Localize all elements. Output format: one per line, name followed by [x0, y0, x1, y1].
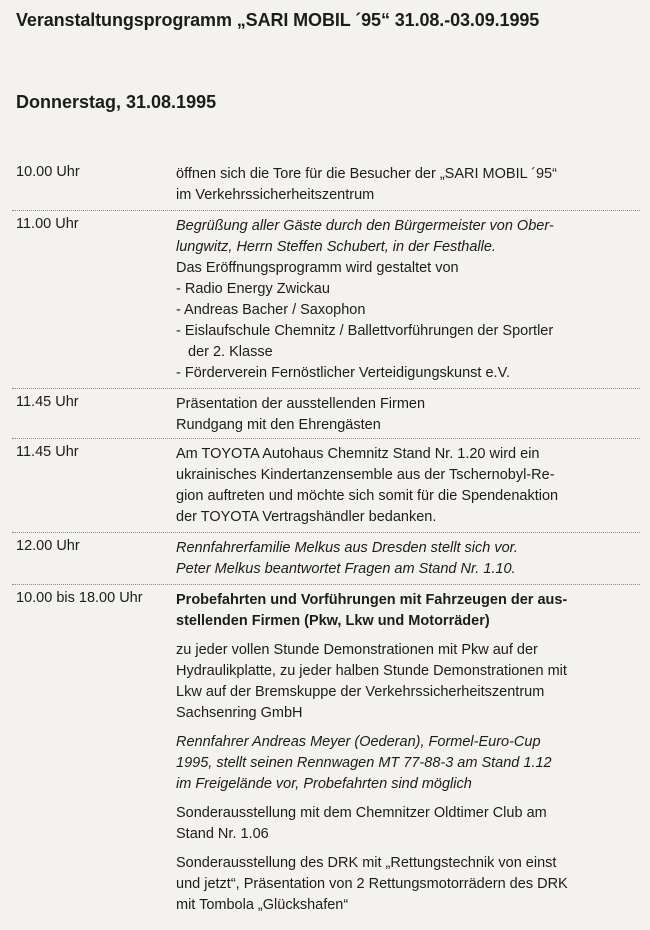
text-line: Sonderausstellung mit dem Chemnitzer Oldtimer Club am: [176, 805, 547, 821]
text-line: Sonderausstellung des DRK mit „Rettungstechnik von einst: [176, 855, 557, 871]
racer-block: [176, 732, 638, 795]
headline-block: [176, 590, 638, 632]
entry-time: 10.00 bis 18.00 Uhr: [16, 590, 143, 606]
entry-time: 10.00 Uhr: [16, 164, 80, 180]
text-line: Lkw auf der Bremskuppe der Verkehrssicherheitszentrum: [176, 684, 545, 700]
list-item: - Radio Energy Zwickau: [176, 281, 330, 297]
text-line: Das Eröffnungsprogramm wird gestaltet von: [176, 260, 459, 276]
text-line: Präsentation der ausstellenden Firmen: [176, 396, 426, 412]
text-line: mit Tombola „Glückshafen“: [176, 897, 349, 913]
text-line: im Freigelände vor, Probefahrten sind möglich: [176, 776, 472, 792]
dotted-divider: [12, 532, 640, 533]
text-line: zu jeder vollen Stunde Demonstrationen mit Pkw auf der: [176, 642, 538, 658]
text-line: Rundgang mit den Ehrengästen: [176, 417, 381, 433]
dotted-divider: [12, 438, 640, 439]
dotted-divider: [12, 584, 640, 585]
dotted-divider: [12, 388, 640, 389]
entry-time: 11.45 Uhr: [16, 444, 79, 460]
text-line: 1995, stellt seinen Rennwagen MT 77-88-3 am Stand 1.12: [176, 755, 552, 771]
text-line: Probefahrten und Vorführungen mit Fahrzeugen der aus-: [176, 592, 568, 608]
text-line: Begrüßung aller Gäste durch den Bürgermeister von Ober-: [176, 218, 554, 234]
text-line: und jetzt“, Präsentation von 2 Rettungsmotorrädern des DRK: [176, 876, 568, 892]
entry-time: 12.00 Uhr: [16, 538, 80, 554]
text-line: Sachsenring GmbH: [176, 705, 303, 721]
entry-time: 11.00 Uhr: [16, 216, 79, 232]
program-list: [176, 279, 638, 384]
text-line: gion auftreten und möchte sich somit für die Spendenaktion: [176, 488, 559, 504]
list-item: - Eislaufschule Chemnitz / Ballettvorführungen der Sportler: [176, 323, 554, 339]
demonstration-block: [176, 640, 638, 724]
text-line: Peter Melkus beantwortet Fragen am Stand Nr. 1.10.: [176, 561, 516, 577]
text-line: lungwitz, Herrn Steffen Schubert, in der Festhalle.: [176, 239, 496, 255]
entry-description: [176, 444, 638, 528]
drk-block: [176, 853, 638, 916]
entry-description: [176, 394, 638, 436]
text-line: Rennfahrerfamilie Melkus aus Dresden stellt sich vor.: [176, 540, 518, 556]
text-line: der TOYOTA Vertragshändler bedanken.: [176, 509, 437, 525]
text-line: im Verkehrssicherheitszentrum: [176, 187, 375, 203]
entry-time: 11.45 Uhr: [16, 394, 79, 410]
list-item: - Andreas Bacher / Saxophon: [176, 302, 366, 318]
text-line: ukrainisches Kindertanzensemble aus der Tschernobyl-Re-: [176, 467, 555, 483]
entry-description: [176, 216, 638, 384]
dotted-divider: [12, 210, 640, 211]
day-heading: Donnerstag, 31.08.1995: [16, 92, 217, 112]
text-line: Rennfahrer Andreas Meyer (Oederan), Formel-Euro-Cup: [176, 734, 541, 750]
text-line: öffnen sich die Tore für die Besucher der „SARI MOBIL ´95“: [176, 166, 557, 182]
list-item: - Förderverein Fernöstlicher Verteidigungskunst e.V.: [176, 365, 510, 381]
entry-description: [176, 164, 638, 206]
text-line: Stand Nr. 1.06: [176, 826, 269, 842]
document-title: Veranstaltungsprogramm „SARI MOBIL ´95“ 31.08.-03.09.1995: [16, 10, 540, 30]
list-item-continuation: der 2. Klasse: [188, 344, 273, 360]
oldtimer-block: [176, 803, 638, 845]
text-line: stellenden Firmen (Pkw, Lkw und Motorräder): [176, 613, 490, 629]
entry-description: [176, 590, 638, 924]
text-line: Am TOYOTA Autohaus Chemnitz Stand Nr. 1.20 wird ein: [176, 446, 540, 462]
list-item: [176, 342, 638, 363]
text-line: Hydraulikplatte, zu jeder halben Stunde Demonstrationen mit: [176, 663, 567, 679]
entry-description: [176, 538, 638, 580]
